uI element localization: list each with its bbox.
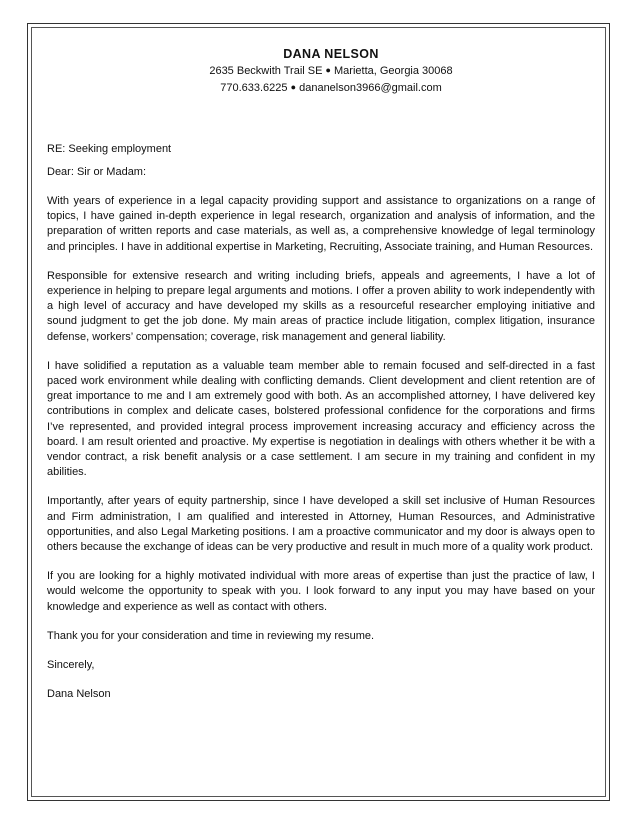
- bullet-separator: ●: [325, 65, 331, 75]
- paragraph: Responsible for extensive research and writing including briefs, appeals and agreements, I have a lot of experience in helping to prepare legal arguments and motions. I offer a proven ability to work independently with a high level of accuracy and have developed my skills as a resourceful researcher employing initiative and sound judgment to get the job done. My main areas of practice include litigation, complex litigation, insurance defense, workers’ compensation; coverage, risk management and general liability.: [47, 269, 595, 343]
- subject-line: RE: Seeking employment: [47, 143, 172, 155]
- sender-city: Marietta, Georgia 30068: [334, 65, 453, 77]
- paragraph: Thank you for your consideration and time in reviewing my resume.: [47, 629, 375, 642]
- sender-email: dananelson3966@gmail.com: [299, 81, 442, 94]
- paragraph: I have solidified a reputation as a valuable team member able to remain focused and self-directed in a fast paced work environment while dealing with conflicting demands. Client development and client retention are of great importance to me and I am extremely good with both. As an accomplished attorney, I have delivered key contributions in complex and delicate cases, bolstered professional confidence for the corporations and firms I’ve represented, and provided integral process improvement increasing accuracy and efficiency across the board. I am result oriented and proactive. My expertise is negotiation in dealings with others whether it be with a vendor contract, a risk benefit analysis or a case settlement. I am secure in my training and confident in my abilities.: [47, 359, 595, 479]
- salutation: Dear: Sir or Madam:: [47, 166, 147, 178]
- paragraph: If you are looking for a highly motivated individual with more areas of expertise than just the practice of law, I would welcome the opportunity to speak with you. I look forward to any input you may have based on your knowledge and experience as well as contact with others.: [47, 570, 595, 613]
- paragraph: With years of experience in a legal capacity providing support and assistance to organizations on a range of topics, I have gained in-depth experience in legal research, organization and analysis of information, and the preparation of written reports and case materials, as well as, a comprehensive knowledge of legal terminology and principles. I have in additional expertise in Marketing, Recruiting, Associate training, and Human Resources.: [47, 195, 595, 253]
- sender-contact: [47, 80, 595, 97]
- letter-body: [47, 46, 595, 702]
- letterhead: [47, 46, 595, 96]
- closing: Sincerely,: [47, 659, 95, 672]
- signature-name: Dana Nelson: [47, 688, 111, 701]
- bullet-separator: ●: [290, 81, 297, 92]
- sender-phone: 770.633.6225: [220, 81, 288, 94]
- sender-street: 2635 Beckwith Trail SE: [209, 65, 323, 77]
- paragraph: Importantly, after years of equity partnership, since I have developed a skill set inclusive of Human Resources and Firm administration, I am qualified and interested in Attorney, Human Resources, and Administrative opportunities, and also Legal Marketing positions. I am a proactive communicator and my door is always open to others because the exchange of ideas can be very productive and result in much more of a quality work product.: [47, 495, 595, 554]
- sender-address: [47, 63, 595, 80]
- sender-name: DANA NELSON: [283, 47, 379, 61]
